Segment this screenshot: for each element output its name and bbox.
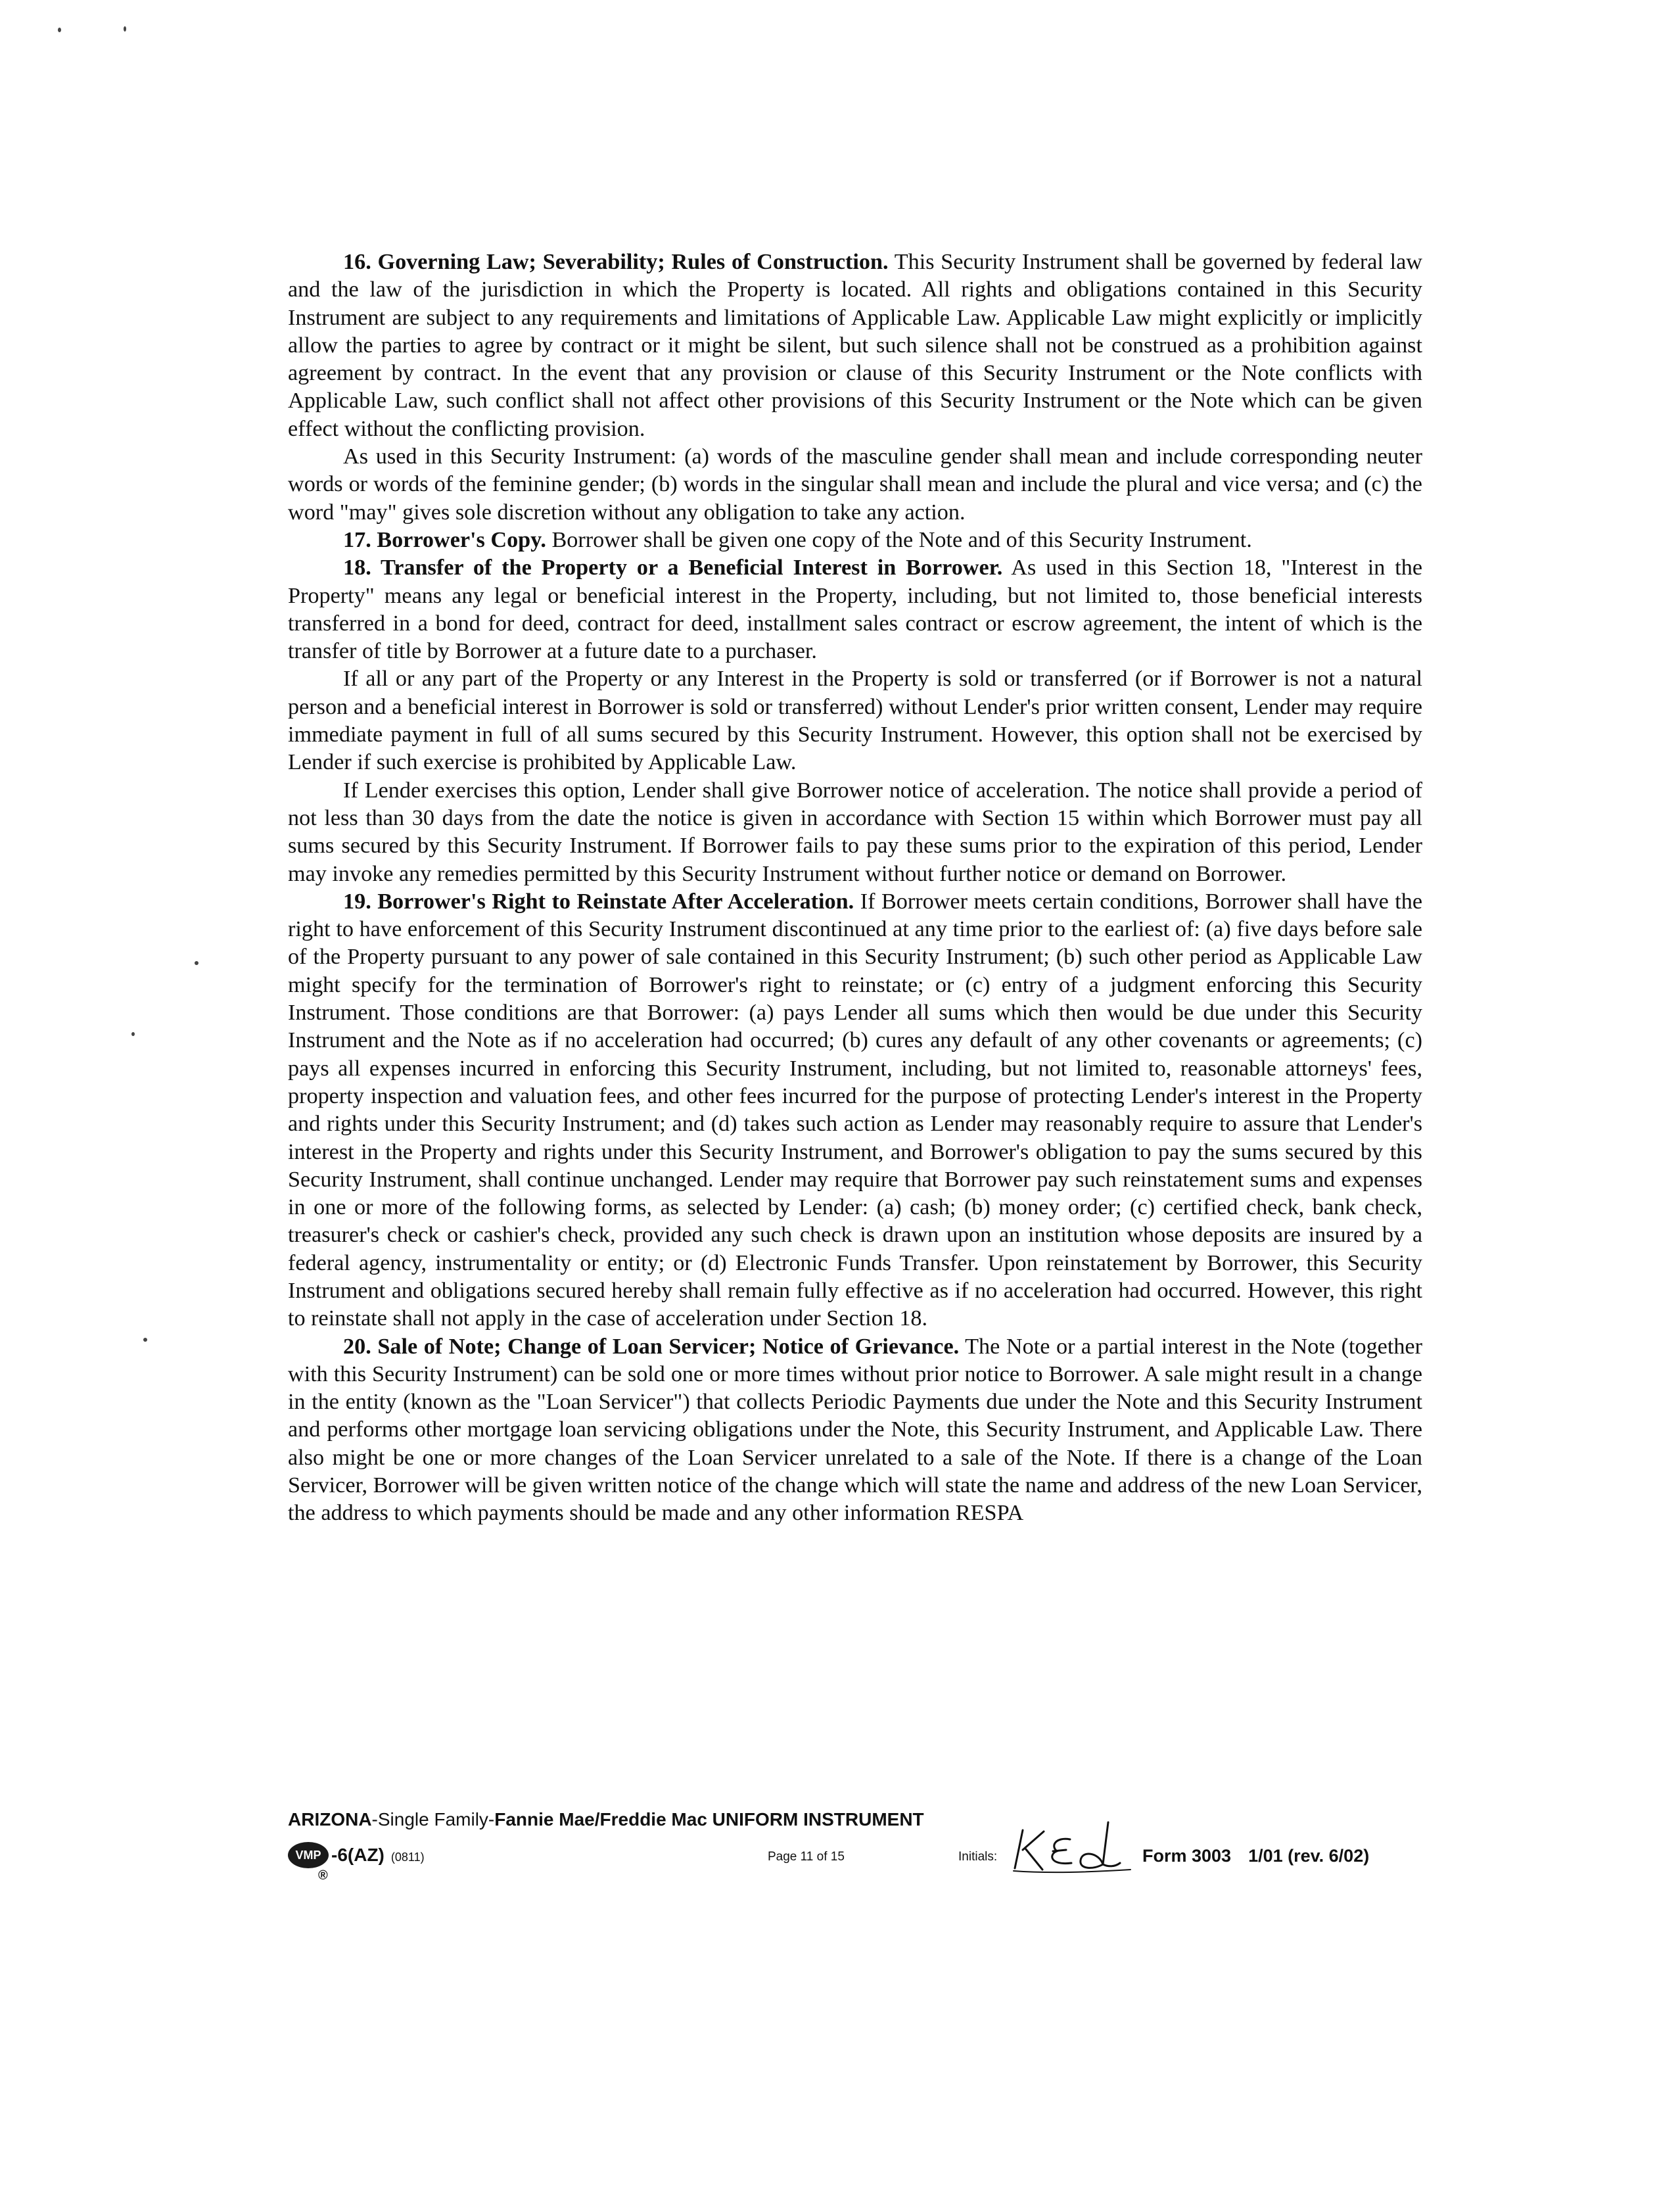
section-18-text-1: As used in this Section 18, "Interest in the Property" means any legal or beneficial interest in the Property, including, but not limited to, those beneficial interests transferred in a bond for deed, contract for deed, installment sales contract or escrow agreement, the intent of which is the transfer of title by Borrower at a future date to a purchaser. [288,555,1422,664]
footer-form-code [331,1845,425,1866]
footer-agencies: Fannie Mae/Freddie Mac UNIFORM INSTRUMENT [494,1809,924,1829]
document-body [288,248,1422,1528]
section-16-text-2: As used in this Security Instrument: (a) words of the masculine gender shall mean and include corresponding neuter words or words of the feminine gender; (b) words in the singular shall mean and include the plural and vice versa; and (c) the word "may" gives sole discretion without any obligation to take any action. [288,444,1422,525]
section-20-text-1: The Note or a partial interest in the Note (together with this Security Instrument) can be sold one or more times without prior notice to Borrower. A sale might result in a change in the entity (known as the "Loan Servicer") that collects Periodic Payments due under the Note and this Security Instrument and performs other mortgage loan servicing obligations under the Note, this Security Instrument, and Applicable Law. There also might be one or more changes of the Loan Servicer unrelated to a sale of the Note. If there is a change of the Loan Servicer, Borrower will be given written notice of the change which will state the name and address of the new Loan Servicer, the address to which payments should be made and any other information RESPA [288,1334,1422,1526]
scan-speck [124,26,126,32]
section-19-text-1: If Borrower meets certain conditions, Borrower shall have the right to have enforcement of this Security Instrument discontinued at any time prior to the earliest of: (a) five days before sale of the Property pursuant to any power of sale contained in this Security Instrument; (b) such other period as Applicable Law might specify for the termination of Borrower's right to reinstate; or (c) entry of a judgment enforcing this Security Instrument. Those conditions are that Borrower: (a) pays Lender all sums which then would be due under this Security Instrument and the Note as if no acceleration had occurred; (b) cures any default of any other covenants or agreements; (c) pays all expenses incurred in enforcing this Security Instrument, including, but not limited to, reasonable attorneys' fees, property inspection and valuation fees, and other fees incurred for the purpose of protecting Lender's interest in the Property and rights under this Security Instrument; and (d) takes such action as Lender may reasonably require to assure that Lender's interest in the Property and rights under this Security Instrument, and Borrower's obligation to pay the sums secured by this Security Instrument, shall continue unchanged. Lender may require that Borrower pay such reinstatement sums and expenses in one or more of the following forms, as selected by Lender: (a) cash; (b) money order; (c) certified check, bank check, treasurer's check or cashier's check, provided any such check is drawn upon an institution whose deposits are insured by a federal agency, instrumentality or entity; or (d) Electronic Funds Transfer. Upon reinstatement by Borrower, this Security Instrument and obligations secured hereby shall remain fully effective as if no acceleration had occurred. However, this right to reinstate shall not apply in the case of acceleration under Section 18. [288,889,1423,1331]
scan-speck [143,1338,147,1342]
form-date: 1/01 (rev. 6/02) [1248,1846,1370,1866]
section-18-para-3 [288,777,1422,888]
form-footer [288,1809,1422,1941]
section-18-para-2 [288,665,1422,776]
form-number: Form 3003 [1142,1846,1232,1866]
section-17-para-1 [288,527,1422,554]
registered-mark: ® [318,1868,328,1883]
form-code: -6(AZ) [331,1845,385,1865]
section-18-text-2: If all or any part of the Property or any Interest in the Property is sold or transferred (or if Borrower is not a natural person and a beneficial interest in Borrower is sold or transferred) without Lender's prior written consent, Lender may require immediate payment in full of all sums secured by this Security Instrument. However, this option shall not be exercised by Lender if such exercise is prohibited by Applicable Law. [288,667,1422,775]
footer-instrument-title [288,1809,924,1830]
section-18-text-3: If Lender exercises this option, Lender shall give Borrower notice of acceleration. The notice shall provide a period of not less than 30 days from the date the notice is given in accordance with Section 15 within which Borrower must pay all sums secured by this Security Instrument. If Borrower fails to pay these sums prior to the expiration of this period, Lender may invoke any remedies permitted by this Security Instrument without further notice or demand on Borrower. [288,778,1422,886]
scan-speck [58,28,61,32]
footer-state: ARIZONA [288,1809,372,1829]
initials-signature [1010,1817,1134,1874]
section-20-heading: 20. Sale of Note; Change of Loan Servicer; Notice of Grievance. [343,1334,960,1359]
section-18-para-1 [288,554,1422,665]
section-17-text-1: Borrower shall be given one copy of the Note and of this Security Instrument. [551,527,1252,552]
vmp-logo: VMP [288,1842,329,1868]
section-18-heading: 18. Transfer of the Property or a Beneficial Interest in Borrower. [343,555,1003,580]
initials-label: Initials: [958,1850,998,1864]
section-16-heading: 16. Governing Law; Severability; Rules of Construction. [343,250,889,274]
section-17-heading: 17. Borrower's Copy. [343,527,546,552]
footer-form-number [1142,1846,1386,1866]
form-code-date: (0811) [390,1851,425,1864]
scan-speck [131,1032,135,1036]
section-16-para-2 [288,443,1422,527]
section-19-para-1 [288,888,1422,1333]
section-16-para-1 [288,248,1422,443]
section-16-text-1: This Security Instrument shall be governed by federal law and the law of the jurisdiction in which the Property is located. All rights and obligations contained in this Security Instrument are subject to any requirements and limitations of Applicable Law. Applicable Law might explicitly or implicitly allow the parties to agree by contract or it might be silent, but such silence shall not be construed as a prohibition against agreement by contract. In the event that any provision or clause of this Security Instrument or the Note conflicts with Applicable Law, such conflict shall not affect other provisions of this Security Instrument or the Note which can be given effect without the conflicting provision. [288,250,1422,441]
section-19-heading: 19. Borrower's Right to Reinstate After Acceleration. [343,889,854,914]
page-number: Page 11 of 15 [768,1850,845,1864]
section-20-para-1 [288,1333,1422,1528]
scan-speck [195,961,198,965]
footer-description: -Single Family- [371,1809,495,1829]
